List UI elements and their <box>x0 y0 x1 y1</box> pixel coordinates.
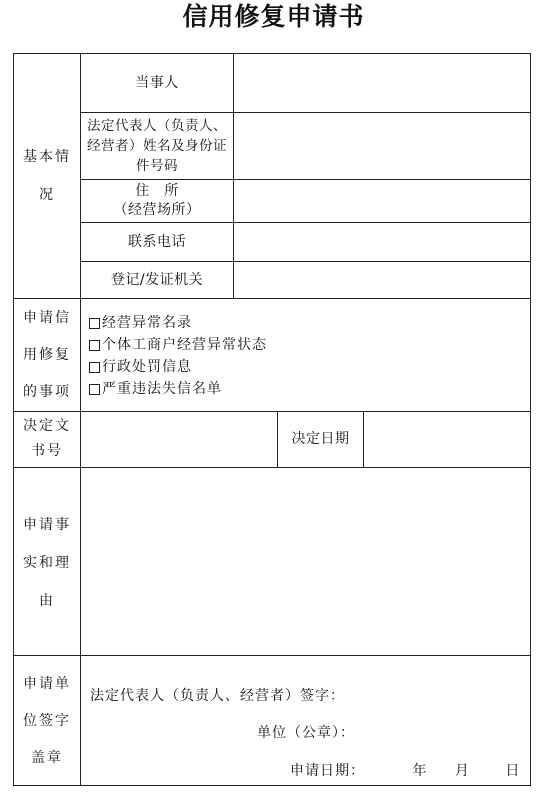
signature-label-line: 申请单 <box>23 676 71 692</box>
repair-items-label <box>14 300 80 411</box>
field-address-label: 住 所 （经营场所） <box>113 183 201 218</box>
legal-rep-signature-line[interactable]: 法定代表人（负责人、经营者）签字： <box>90 688 345 704</box>
option-individual-abnormal[interactable] <box>89 334 267 356</box>
option-label: 严重违法失信名单 <box>102 381 222 397</box>
facts-label-line: 由 <box>39 593 55 609</box>
month-label: 月 <box>454 763 470 779</box>
decision-doc-input[interactable] <box>81 412 277 467</box>
repair-options <box>89 312 267 400</box>
option-label: 个体工商户经营异常状态 <box>102 337 267 353</box>
facts-label-line: 申请事 <box>23 517 71 533</box>
decision-date-label: 决定日期 <box>291 431 350 447</box>
facts-label-line: 实和理 <box>23 555 71 571</box>
application-form <box>13 53 531 786</box>
decision-doc-label <box>14 414 80 464</box>
repair-items-label-line: 的事项 <box>23 384 71 400</box>
option-serious-violation[interactable] <box>89 378 267 400</box>
field-phone-label: 联系电话 <box>128 233 186 250</box>
option-business-abnormal[interactable] <box>89 312 267 334</box>
basic-info-label-line: 况 <box>39 187 55 203</box>
repair-items-label-line: 申请信 <box>23 310 71 326</box>
phone-input[interactable] <box>234 223 530 261</box>
option-admin-penalty[interactable] <box>89 356 267 378</box>
day-label: 日 <box>505 763 521 779</box>
signature-label-line: 盖章 <box>31 750 63 766</box>
checkbox[interactable] <box>89 340 100 351</box>
basic-info-label-line: 基本情 <box>23 149 71 165</box>
apply-date-label: 申请日期： <box>290 763 365 779</box>
party-input[interactable] <box>234 54 530 112</box>
facts-label <box>14 506 80 620</box>
legal-rep-input[interactable] <box>234 113 530 179</box>
authority-input[interactable] <box>234 262 530 298</box>
repair-items-label-line: 用修复 <box>23 347 71 363</box>
option-label: 行政处罚信息 <box>102 359 192 375</box>
divider <box>14 655 530 656</box>
apply-date-line[interactable] <box>290 760 520 780</box>
address-input[interactable] <box>234 180 530 222</box>
year-label: 年 <box>412 763 428 779</box>
decision-doc-label-line: 书号 <box>31 443 63 459</box>
field-party-label: 当事人 <box>135 74 179 91</box>
divider <box>14 298 530 299</box>
field-legal-rep-label: 法定代表人（负责人、经营者）姓名及身份证件号码 <box>87 118 227 174</box>
field-authority-label: 登记/发证机关 <box>110 271 204 288</box>
basic-info-label <box>14 138 80 214</box>
option-label: 经营异常名录 <box>102 315 192 331</box>
decision-date-input[interactable] <box>364 412 530 467</box>
signature-label-line: 位签字 <box>23 713 71 729</box>
page-title: 信用修复申请书 <box>182 2 365 31</box>
checkbox[interactable] <box>89 362 100 373</box>
facts-textarea[interactable] <box>81 468 530 655</box>
signature-label <box>14 666 80 777</box>
unit-seal-line[interactable]: 单位（公章）： <box>257 725 355 741</box>
checkbox[interactable] <box>89 318 100 329</box>
checkbox[interactable] <box>89 384 100 395</box>
decision-doc-label-line: 决定文 <box>23 418 71 434</box>
